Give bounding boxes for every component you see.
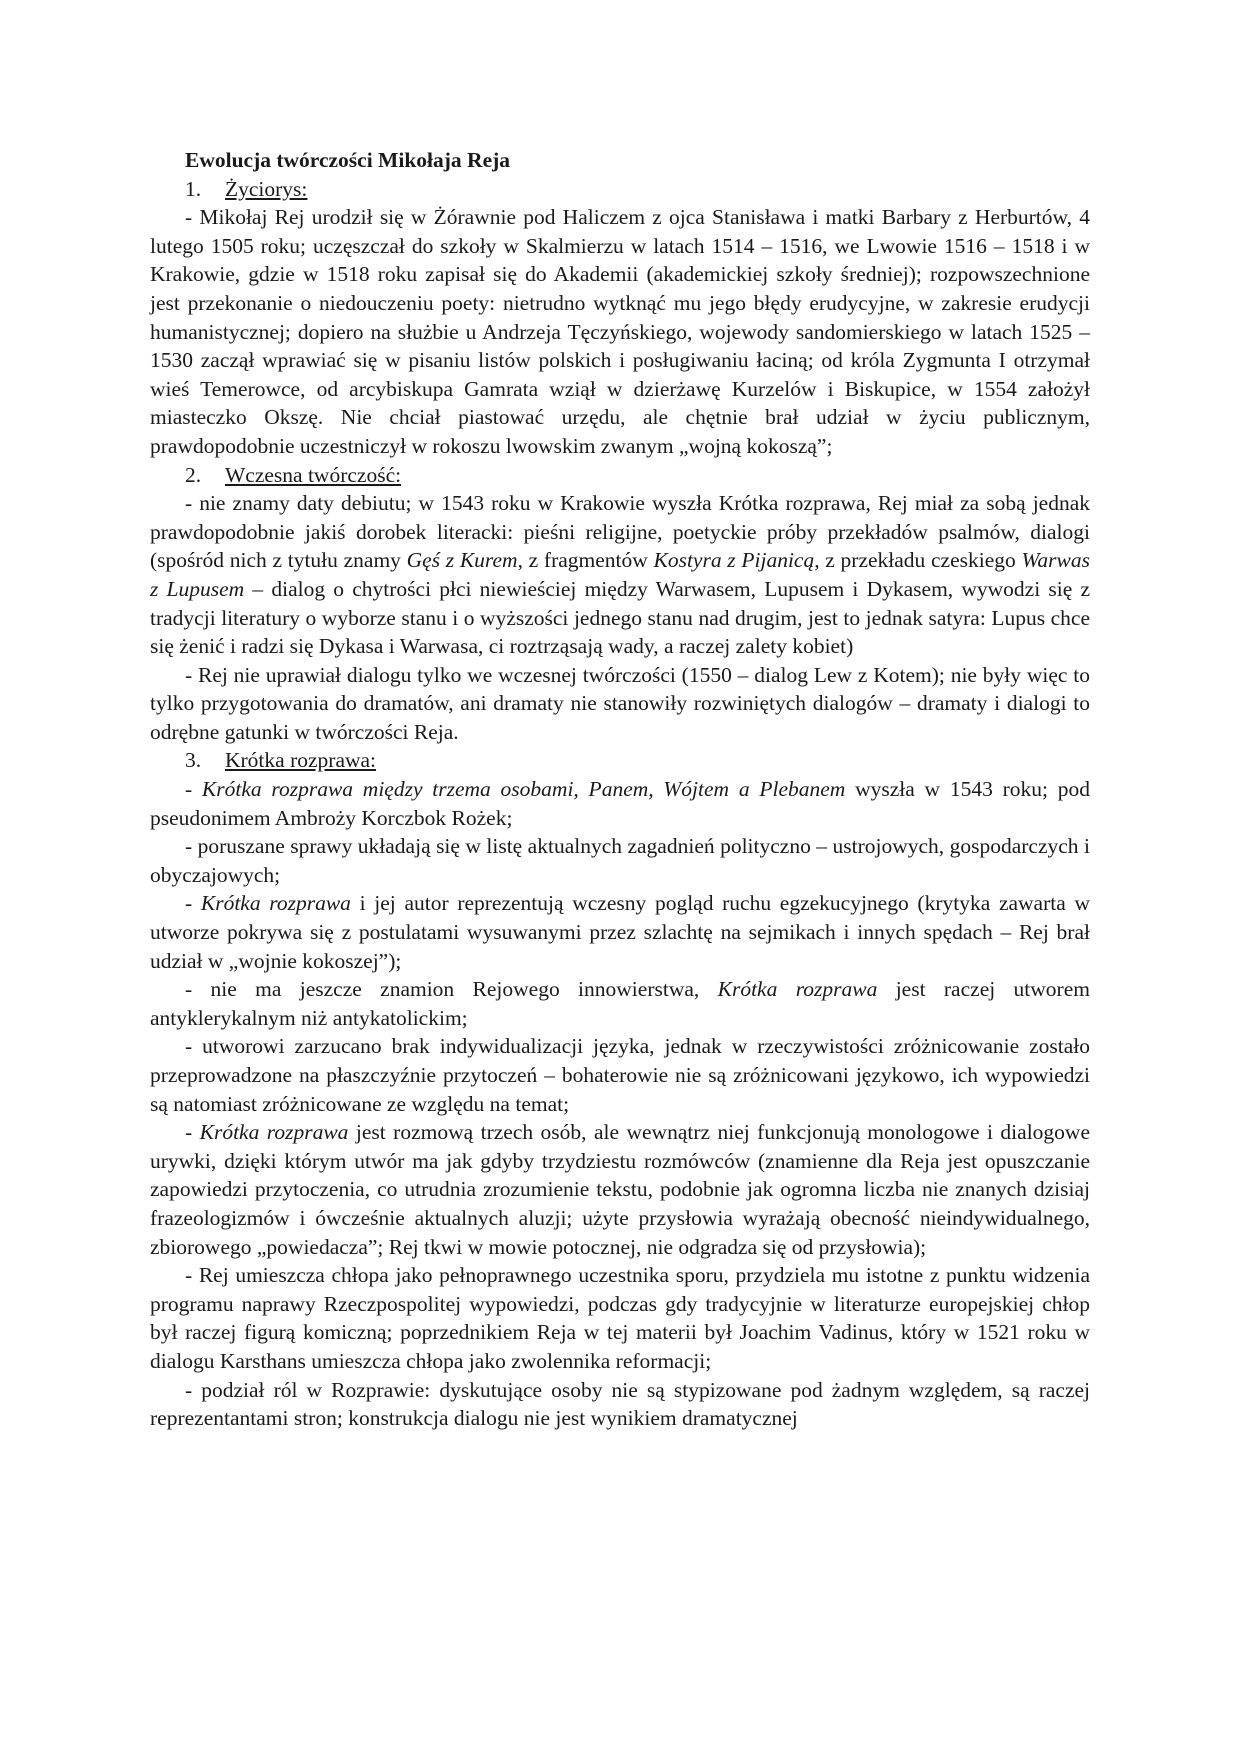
paragraph-text: - Mikołaj Rej urodził się w Żórawnie pod Haliczem z ojca Stanisława i matki Barbary z Herburtów, 4 lutego 1505 roku; uczęszczał do szkoły w Skalmierzu w latach 1514 – 1516, we Lwowie 1516 – 1518 i w Krakowie, gdzie w 1518 roku zapisał się do Akademii (akademickiej szkoły średniej); rozpowszechnione jest przekonanie o niedouczeniu poety: nietrudno wytknąć mu jego błędy erudycyjne, w zakresie erudycji humanistycznej; dopiero na służbie u Andrzeja Tęczyńskiego, wojewody sandomierskiego w latach 1525 – 1530 zaczął wprawiać się w pisaniu listów polskich i posługiwaniu łaciną; od króla Zygmunta I otrzymał wieś Temerowce, od arcybiskupa Gamrata wziął w dzierżawę Kurzelów i Biskupice, w 1554 założył miasteczko Okszę. Nie chciał piastować urzędu, ale chętnie brał udział w życiu publicznym, prawdopodobnie uczestniczył w rokoszu lwowskim zwanym „wojną kokoszą”; [150,205,1090,458]
paragraph [150,1261,1090,1375]
paragraph-text: - podział ról w Rozprawie: dyskutujące osoby nie są stypizowane pod żadnym względem, są raczej reprezentantami stron; konstrukcja dialogu nie jest wynikiem dramatycznej [150,1377,1090,1431]
section-heading-label: Wczesna twórczość: [225,462,402,487]
document-title: Ewolucja twórczości Mikołaja Reja [185,148,511,172]
paragraph [150,661,1090,747]
paragraph-text: - utworowi zarzucano brak indywidualizacji języka, jednak w rzeczywistości zróżnicowanie zostało przeprowadzone na płaszczyźnie przytoczeń – bohaterowie nie są zróżnicowani językowo, ich wypowiedzi są natomiast zróżnicowane ze względu na temat; [150,1034,1090,1116]
paragraph [150,975,1090,1032]
italic-title-text: Krótka rozprawa między trzema osobami, Panem, Wójtem a Plebanem [201,777,846,802]
paragraph-text: jest raczej utworem antyklerykalnym niż antykatolickim; [150,977,1090,1030]
section-number: 3. [185,748,202,773]
section-number: 2. [185,462,202,487]
italic-title-text: Krótka rozprawa [200,891,351,916]
paragraph [150,1376,1090,1433]
paragraph-text: - nie znamy daty debiutu; w 1543 roku w Krakowie wyszła Krótka rozprawa, Rej miał za sobą jednak prawdopodobnie jakiś dorobek literacki: pieśni religijne, poetyckie próby przekładów psalmów, dialogi (spośród nich z tytułu znamy [150,491,1090,573]
paragraph-text: - nie ma jeszcze znamion Rejowego innowierstwa, [185,977,718,1002]
paragraph-text: - Rej nie uprawiał dialogu tylko we wczesnej twórczości (1550 – dialog Lew z Kotem); nie były więc to tylko przygotowania do dramatów, ani dramaty nie stanowiły rozwiniętych dialogów – dramaty i dialogi to odrębne gatunki w twórczości Reja. [150,662,1090,744]
paragraph-text: , z fragmentów [517,548,654,573]
paragraph [150,889,1090,975]
paragraph [150,1032,1090,1118]
italic-title-text: Kostyra z Pijanicą [653,548,815,573]
paragraph-text: i jej autor reprezentują wczesny pogląd ruchu egzekucyjnego (krytyka zawarta w utworze pokrywa się z postulatami wysuwanymi przez szlachtę na sejmikach i innych spędach – Rej brał udział w „wojnie kokoszej”); [150,891,1090,973]
paragraph [150,832,1090,889]
paragraph [150,489,1090,661]
italic-title-text: Krótka rozprawa [717,977,878,1002]
paragraph [150,203,1090,460]
paragraph-text: , z przekładu czeskiego [814,548,1022,573]
document-body [150,175,1090,1433]
paragraph-text: - [185,891,201,916]
paragraph [150,1118,1090,1261]
paragraph-text: - [185,777,202,802]
section-heading-label: Krótka rozprawa: [225,748,377,773]
document-page [150,146,1090,1433]
paragraph-text: wyszła w 1543 roku; pod pseudonimem Ambroży Korczbok Rożek; [150,777,1090,830]
paragraph-text: – dialog o chytrości płci niewieściej między Warwasem, Lupusem i Dykasem, wywodzi się z tradycji literatury o wyborze stanu i o wyższości jednego stanu nad drugim, jest to jednak satyra: Lupus chce się żenić i radzi się Dykasa i Warwasa, ci roztrząsają wady, a raczej zalety kobiet) [150,576,1090,659]
section-heading-label: Życiorys: [225,176,308,201]
paragraph-text: - [185,1120,200,1145]
section-heading [185,461,1090,490]
italic-title-text: Warwas z Lupusem [150,548,1090,601]
section-heading [185,746,1090,775]
paragraph [150,775,1090,832]
section-number: 1. [185,176,202,201]
paragraph-text: - Rej umieszcza chłopa jako pełnoprawnego uczestnika sporu, przydziela mu istotne z punktu widzenia programu naprawy Rzeczpospolitej wypowiedzi, podczas gdy tradycyjnie w literaturze europejskiej chłop był raczej figurą komiczną; poprzednikiem Reja w tej materii był Joachim Vadinus, który w 1521 roku w dialogu Karsthans umieszcza chłopa jako zwolennika reformacji; [150,1263,1090,1373]
paragraph-text: - poruszane sprawy układają się w listę aktualnych zagadnień polityczno – ustrojowych, gospodarczych i obyczajowych; [150,834,1090,887]
italic-title-text: Gęś z Kurem [406,548,518,573]
italic-title-text: Krótka rozprawa [199,1120,349,1145]
section-heading [185,175,1090,204]
paragraph-text: jest rozmową trzech osób, ale wewnątrz niej funkcjonują monologowe i dialogowe urywki, dzięki którym utwór ma jak gdyby trzydziestu rozmówców (znamienne dla Reja jest opuszczanie zapowiedzi przytoczenia, co utrudnia zrozumienie tekstu, podobnie jak ogromna liczba nie znanych dzisiaj frazeologizmów i ówcześnie aktualnych aluzji; użyte przysłowia wyrażają obecność nieindywidualnego, zbiorowego „powiedacza”; Rej tkwi w mowie potocznej, nie odgradza się od przysłowia); [150,1120,1090,1259]
